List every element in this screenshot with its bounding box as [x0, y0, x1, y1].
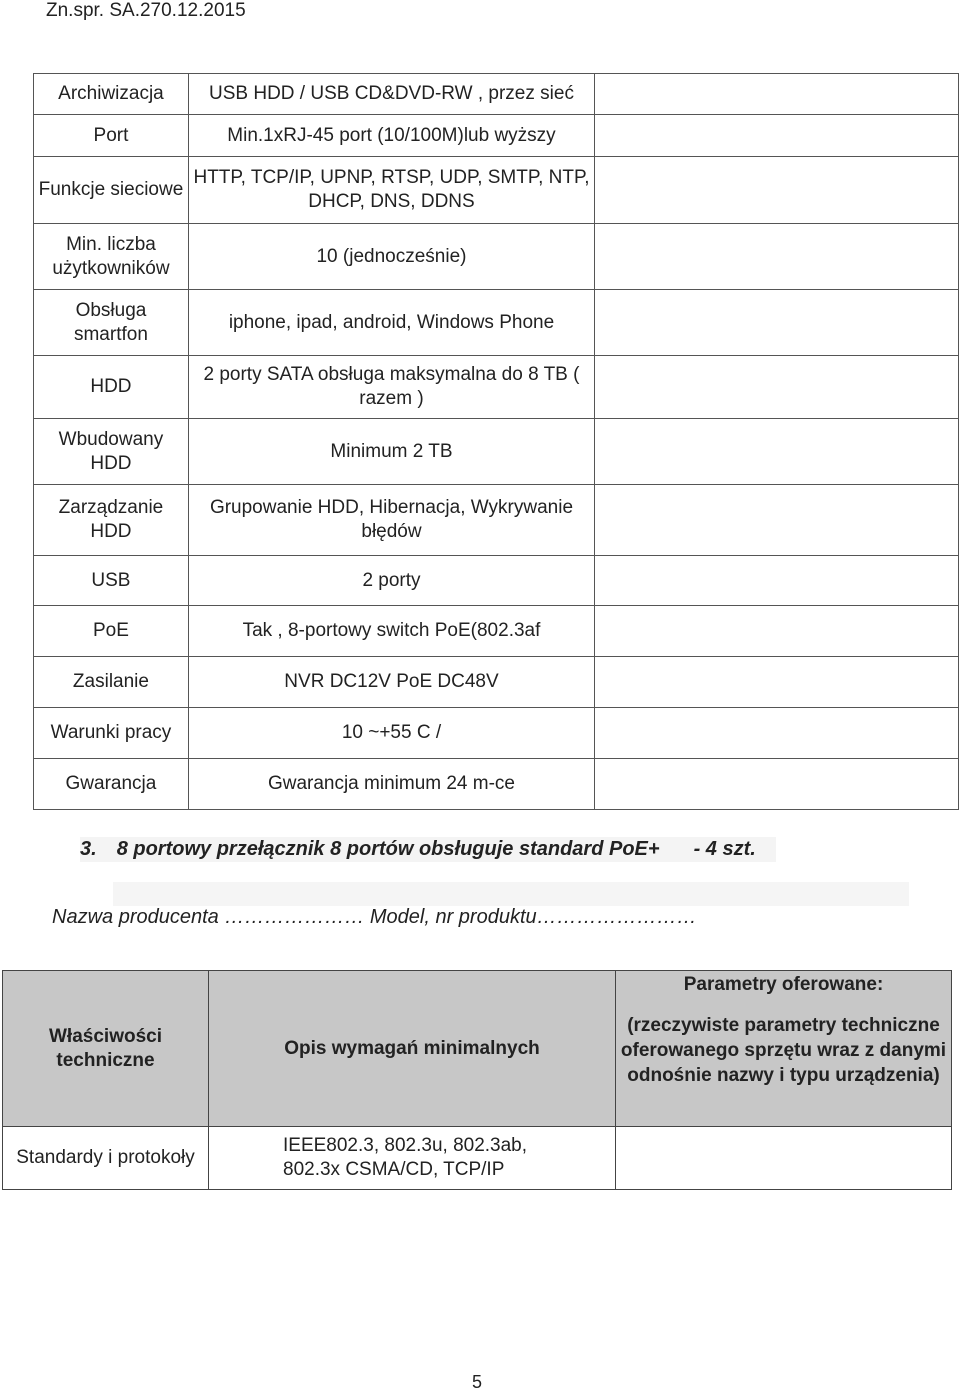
row-value: 2 porty: [188, 556, 594, 606]
table-row: [34, 657, 959, 708]
table-row: [3, 1127, 952, 1190]
table-row: [34, 115, 959, 157]
row-label: Gwarancja: [34, 759, 189, 810]
row-value: iphone, ipad, android, Windows Phone: [188, 290, 594, 356]
row-label: USB: [34, 556, 189, 606]
row-value: 2 porty SATA obsługa maksymalna do 8 TB ( razem ): [188, 356, 594, 419]
row-label: Warunki pracy: [34, 708, 189, 759]
spec-table: [33, 73, 959, 810]
row-label: Standardy i protokoły: [3, 1127, 209, 1190]
page-number: 5: [472, 1372, 483, 1392]
col-header-offered-desc: (rzeczywiste parametry techniczne oferowanego sprzętu wraz z danymi odnośnie nazwy i typu urządzenia): [620, 1015, 947, 1086]
row-value: Tak , 8-portowy switch PoE(802.3af: [188, 606, 594, 657]
requirements-table: [2, 970, 952, 1190]
row-label: PoE: [34, 606, 189, 657]
offer-cell: [595, 657, 959, 708]
document-reference: Zn.spr. SA.270.12.2015: [46, 0, 246, 21]
table-row: [34, 224, 959, 290]
row-value: Minimum 2 TB: [188, 419, 594, 485]
row-label: Wbudowany HDD: [34, 419, 189, 485]
row-value: Gwarancja minimum 24 m-ce: [188, 759, 594, 810]
producer-line: Nazwa producenta ………………… Model, nr produktu……………………: [52, 906, 697, 928]
row-value: Grupowanie HDD, Hibernacja, Wykrywanie błędów: [188, 485, 594, 556]
section-number: 3.: [80, 838, 97, 860]
row-label: Archiwizacja: [34, 74, 189, 115]
row-value: HTTP, TCP/IP, UPNP, RTSP, UDP, SMTP, NTP, DHCP, DNS, DDNS: [188, 157, 594, 224]
col-header-offered: [616, 971, 952, 1127]
offer-cell: [595, 606, 959, 657]
row-value: IEEE802.3, 802.3u, 802.3ab, 802.3x CSMA/CD, TCP/IP: [209, 1127, 616, 1190]
table-row: [34, 606, 959, 657]
offer-cell: [595, 157, 959, 224]
table-row: [34, 157, 959, 224]
table-row: [34, 485, 959, 556]
offer-cell: [595, 556, 959, 606]
row-value: 10 ~+55 C /: [188, 708, 594, 759]
section-heading: [80, 837, 776, 862]
section-title: 8 portowy przełącznik 8 portów obsługuje standard PoE+: [116, 838, 660, 860]
col-header-requirements: Opis wymagań minimalnych: [209, 971, 616, 1127]
row-value: Min.1xRJ-45 port (10/100M)lub wyższy: [188, 115, 594, 157]
table-row: [34, 290, 959, 356]
table-row: [34, 708, 959, 759]
shaded-divider: [113, 882, 909, 906]
row-label: Min. liczba użytkowników: [34, 224, 189, 290]
offer-cell: [595, 74, 959, 115]
row-label: Obsługa smartfon: [34, 290, 189, 356]
offer-cell: [595, 759, 959, 810]
row-value: 10 (jednocześnie): [188, 224, 594, 290]
offer-cell: [595, 708, 959, 759]
offer-cell: [595, 485, 959, 556]
offer-cell: [595, 290, 959, 356]
col-header-offered-title: Parametry oferowane:: [683, 974, 884, 995]
header-row: [3, 971, 952, 1127]
row-value: USB HDD / USB CD&DVD-RW , przez sieć: [188, 74, 594, 115]
row-value: NVR DC12V PoE DC48V: [188, 657, 594, 708]
table-row: [34, 556, 959, 606]
row-label: Funkcje sieciowe: [34, 157, 189, 224]
table-row: [34, 419, 959, 485]
table-row: [34, 74, 959, 115]
offer-cell: [616, 1127, 952, 1190]
col-header-properties: Właściwości techniczne: [3, 971, 209, 1127]
offer-cell: [595, 224, 959, 290]
row-label: Zarządzanie HDD: [34, 485, 189, 556]
offer-cell: [595, 115, 959, 157]
table-row: [34, 356, 959, 419]
table-row: [34, 759, 959, 810]
offer-cell: [595, 419, 959, 485]
row-label: Port: [34, 115, 189, 157]
row-label: Zasilanie: [34, 657, 189, 708]
section-quantity: - 4 szt.: [693, 838, 756, 860]
row-label: HDD: [34, 356, 189, 419]
offer-cell: [595, 356, 959, 419]
